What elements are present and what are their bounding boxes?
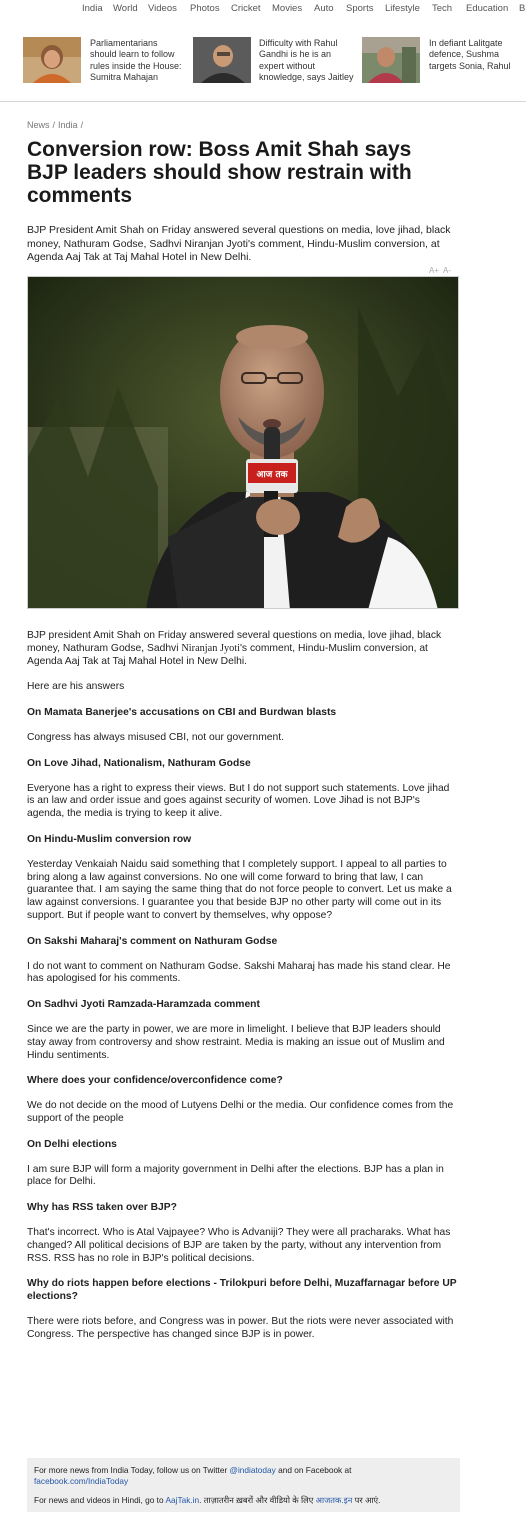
footer-text: . ताज़ातरीन ख़बरों और वीडियो के लिए — [199, 1495, 316, 1505]
nav-item-overflow[interactable]: B — [519, 3, 526, 14]
nav-item-tech[interactable]: Tech — [432, 3, 453, 14]
qa-answer: I do not want to comment on Nathuram Godse. Sakshi Maharaj has made his stand clear. He has apologised for his comments. — [27, 960, 451, 985]
article-photo — [27, 276, 459, 609]
breadcrumb — [27, 120, 86, 130]
qa-question: On Hindu-Muslim conversion row — [27, 833, 192, 845]
footer-text: and on Facebook at — [275, 1465, 352, 1475]
related-thumbnail[interactable] — [23, 37, 81, 83]
qa-question: On Sadhvi Jyoti Ramzada-Haramzada comment — [27, 999, 260, 1011]
qa-answer: There were riots before, and Congress was in power. But the riots were never associated with Congress. The perspective has changed since BJP is in power. — [27, 1315, 454, 1340]
related-story[interactable] — [193, 33, 363, 95]
intro-text: 's comment, Hindu-Muslim conversion, at Agenda Aaj Tak at Taj Mahal Hotel in New Delhi. — [27, 642, 428, 667]
breadcrumb-separator: / — [52, 120, 56, 130]
nav-item-cricket[interactable]: Cricket — [231, 3, 261, 14]
qa-question: On Delhi elections — [27, 1138, 117, 1150]
font-increase-button[interactable]: A+ — [429, 266, 440, 275]
intro-name: Niranjan Jyoti — [181, 642, 240, 654]
qa-answer: That's incorrect. Who is Atal Vajpayee? Who is Advaniji? They were all pracharaks. What has changed? All political decisions of BJP are taken by the party, without any intervention from RSS. RSS has no role in BJP's political decisions. — [27, 1226, 451, 1264]
header-divider — [0, 101, 526, 102]
font-size-controls — [429, 266, 455, 275]
related-stories — [0, 33, 526, 99]
qa-answer: I am sure BJP will form a majority government in Delhi after the elections. BJP has a plan in place for Delhi. — [27, 1163, 444, 1188]
qa-question: Where does your confidence/overconfidence come? — [27, 1075, 283, 1087]
answers-intro: Here are his answers — [27, 681, 125, 693]
related-thumbnail[interactable] — [193, 37, 251, 83]
qa-question: Why has RSS taken over BJP? — [27, 1202, 177, 1214]
nav-item-lifestyle[interactable]: Lifestyle — [385, 3, 420, 14]
top-nav — [0, 0, 526, 20]
breadcrumb-news[interactable]: News — [27, 120, 50, 130]
nav-item-auto[interactable]: Auto — [314, 3, 334, 14]
related-story[interactable] — [362, 33, 526, 95]
article-title: Conversion row: Boss Amit Shah says BJP leaders should show restrain with comments — [27, 138, 412, 207]
qa-answer: We do not decide on the mood of Lutyens Delhi or the media. Our confidence comes from the support of the people — [27, 1100, 454, 1124]
nav-item-photos[interactable]: Photos — [190, 3, 220, 14]
nav-item-world[interactable]: World — [113, 3, 138, 14]
article-intro — [27, 630, 459, 668]
qa-question: Why do riots happen before elections - Trilokpuri before Delhi, Muzaffarnagar before UP elections? — [27, 1278, 457, 1303]
related-story-title[interactable]: Difficulty with Rahul Gandhi is he is an expert without knowledge, says Jaitley — [259, 38, 354, 82]
footer-text: For news and videos in Hindi, go to — [34, 1495, 166, 1505]
twitter-link[interactable]: @indiatoday — [229, 1465, 276, 1475]
breadcrumb-india[interactable]: India — [58, 120, 78, 130]
nav-item-education[interactable]: Education — [466, 3, 509, 14]
aajtak-hindi-link[interactable]: आजतक.इन — [315, 1495, 353, 1505]
article-body — [27, 630, 459, 1354]
footer-text: For more news from India Today, follow us on Twitter — [34, 1465, 230, 1475]
footer-social-line — [34, 1465, 444, 1487]
mic-channel-logo: आज तक — [256, 470, 288, 480]
breadcrumb-separator: / — [80, 120, 84, 130]
qa-question: On Love Jihad, Nationalism, Nathuram Godse — [27, 757, 251, 769]
follow-footer — [27, 1458, 460, 1512]
footer-text: पर आएं. — [352, 1495, 381, 1505]
article-lede: BJP President Amit Shah on Friday answered several questions on media, love jihad, black money, Nathuram Godse, Sadhvi Niranjan Jyoti's comment, Hindu-Muslim conversion, at Agenda Aaj Tak at Taj Mahal Hotel in New Delhi. — [27, 224, 451, 263]
related-story[interactable] — [23, 33, 193, 95]
nav-item-sports[interactable]: Sports — [346, 3, 374, 14]
qa-question: On Mamata Banerjee's accusations on CBI and Burdwan blasts — [27, 707, 337, 719]
related-thumbnail[interactable] — [362, 37, 420, 83]
facebook-link[interactable]: facebook.com/IndiaToday — [34, 1476, 129, 1486]
qa-answer: Yesterday Venkaiah Naidu said something that I completely support. I appeal to all parties to bring along a law against conversions. No one will come forward to bring that law, I can guarantee that. I am saying the same thing that do not force people to convert. Let us make a law against conversions. I guarantee you that beside BJP no other party will come out in its support. But if people want to convert by themselves, why oppose? — [27, 858, 452, 921]
aajtak-link[interactable]: AajTak.in — [165, 1495, 200, 1505]
qa-answer: Congress has always misused CBI, not our government. — [27, 731, 284, 743]
related-story-title[interactable]: In defiant Lalitgate defence, Sushma targets Sonia, Rahul — [429, 38, 511, 71]
qa-answer: Everyone has a right to express their views. But I do not support such statements. Love jihad is an law and order issue and goes against security of women. Love Jihad is not BJP's agenda, the media is trying to keep it alive. — [27, 782, 450, 820]
intro-text: BJP president Amit Shah on Friday answered several questions on media, love jihad, black money, Nathuram Godse, Sadhvi — [27, 630, 442, 654]
nav-item-videos[interactable]: Videos — [148, 3, 177, 14]
nav-item-movies[interactable]: Movies — [272, 3, 303, 14]
nav-item-india[interactable]: India — [82, 3, 103, 14]
footer-hindi-line — [34, 1495, 454, 1506]
qa-question: On Sakshi Maharaj's comment on Nathuram Godse — [27, 935, 278, 947]
qa-answer: Since we are the party in power, we are more in limelight. I believe that BJP leaders should stay away from controversy and show restraint. Media is making an issue out of Muslim and Hindu sentiments. — [27, 1023, 445, 1061]
font-decrease-button[interactable]: A- — [443, 266, 452, 275]
related-story-title[interactable]: Parliamentarians should learn to follow rules inside the House: Sumitra Mahajan — [90, 38, 182, 82]
